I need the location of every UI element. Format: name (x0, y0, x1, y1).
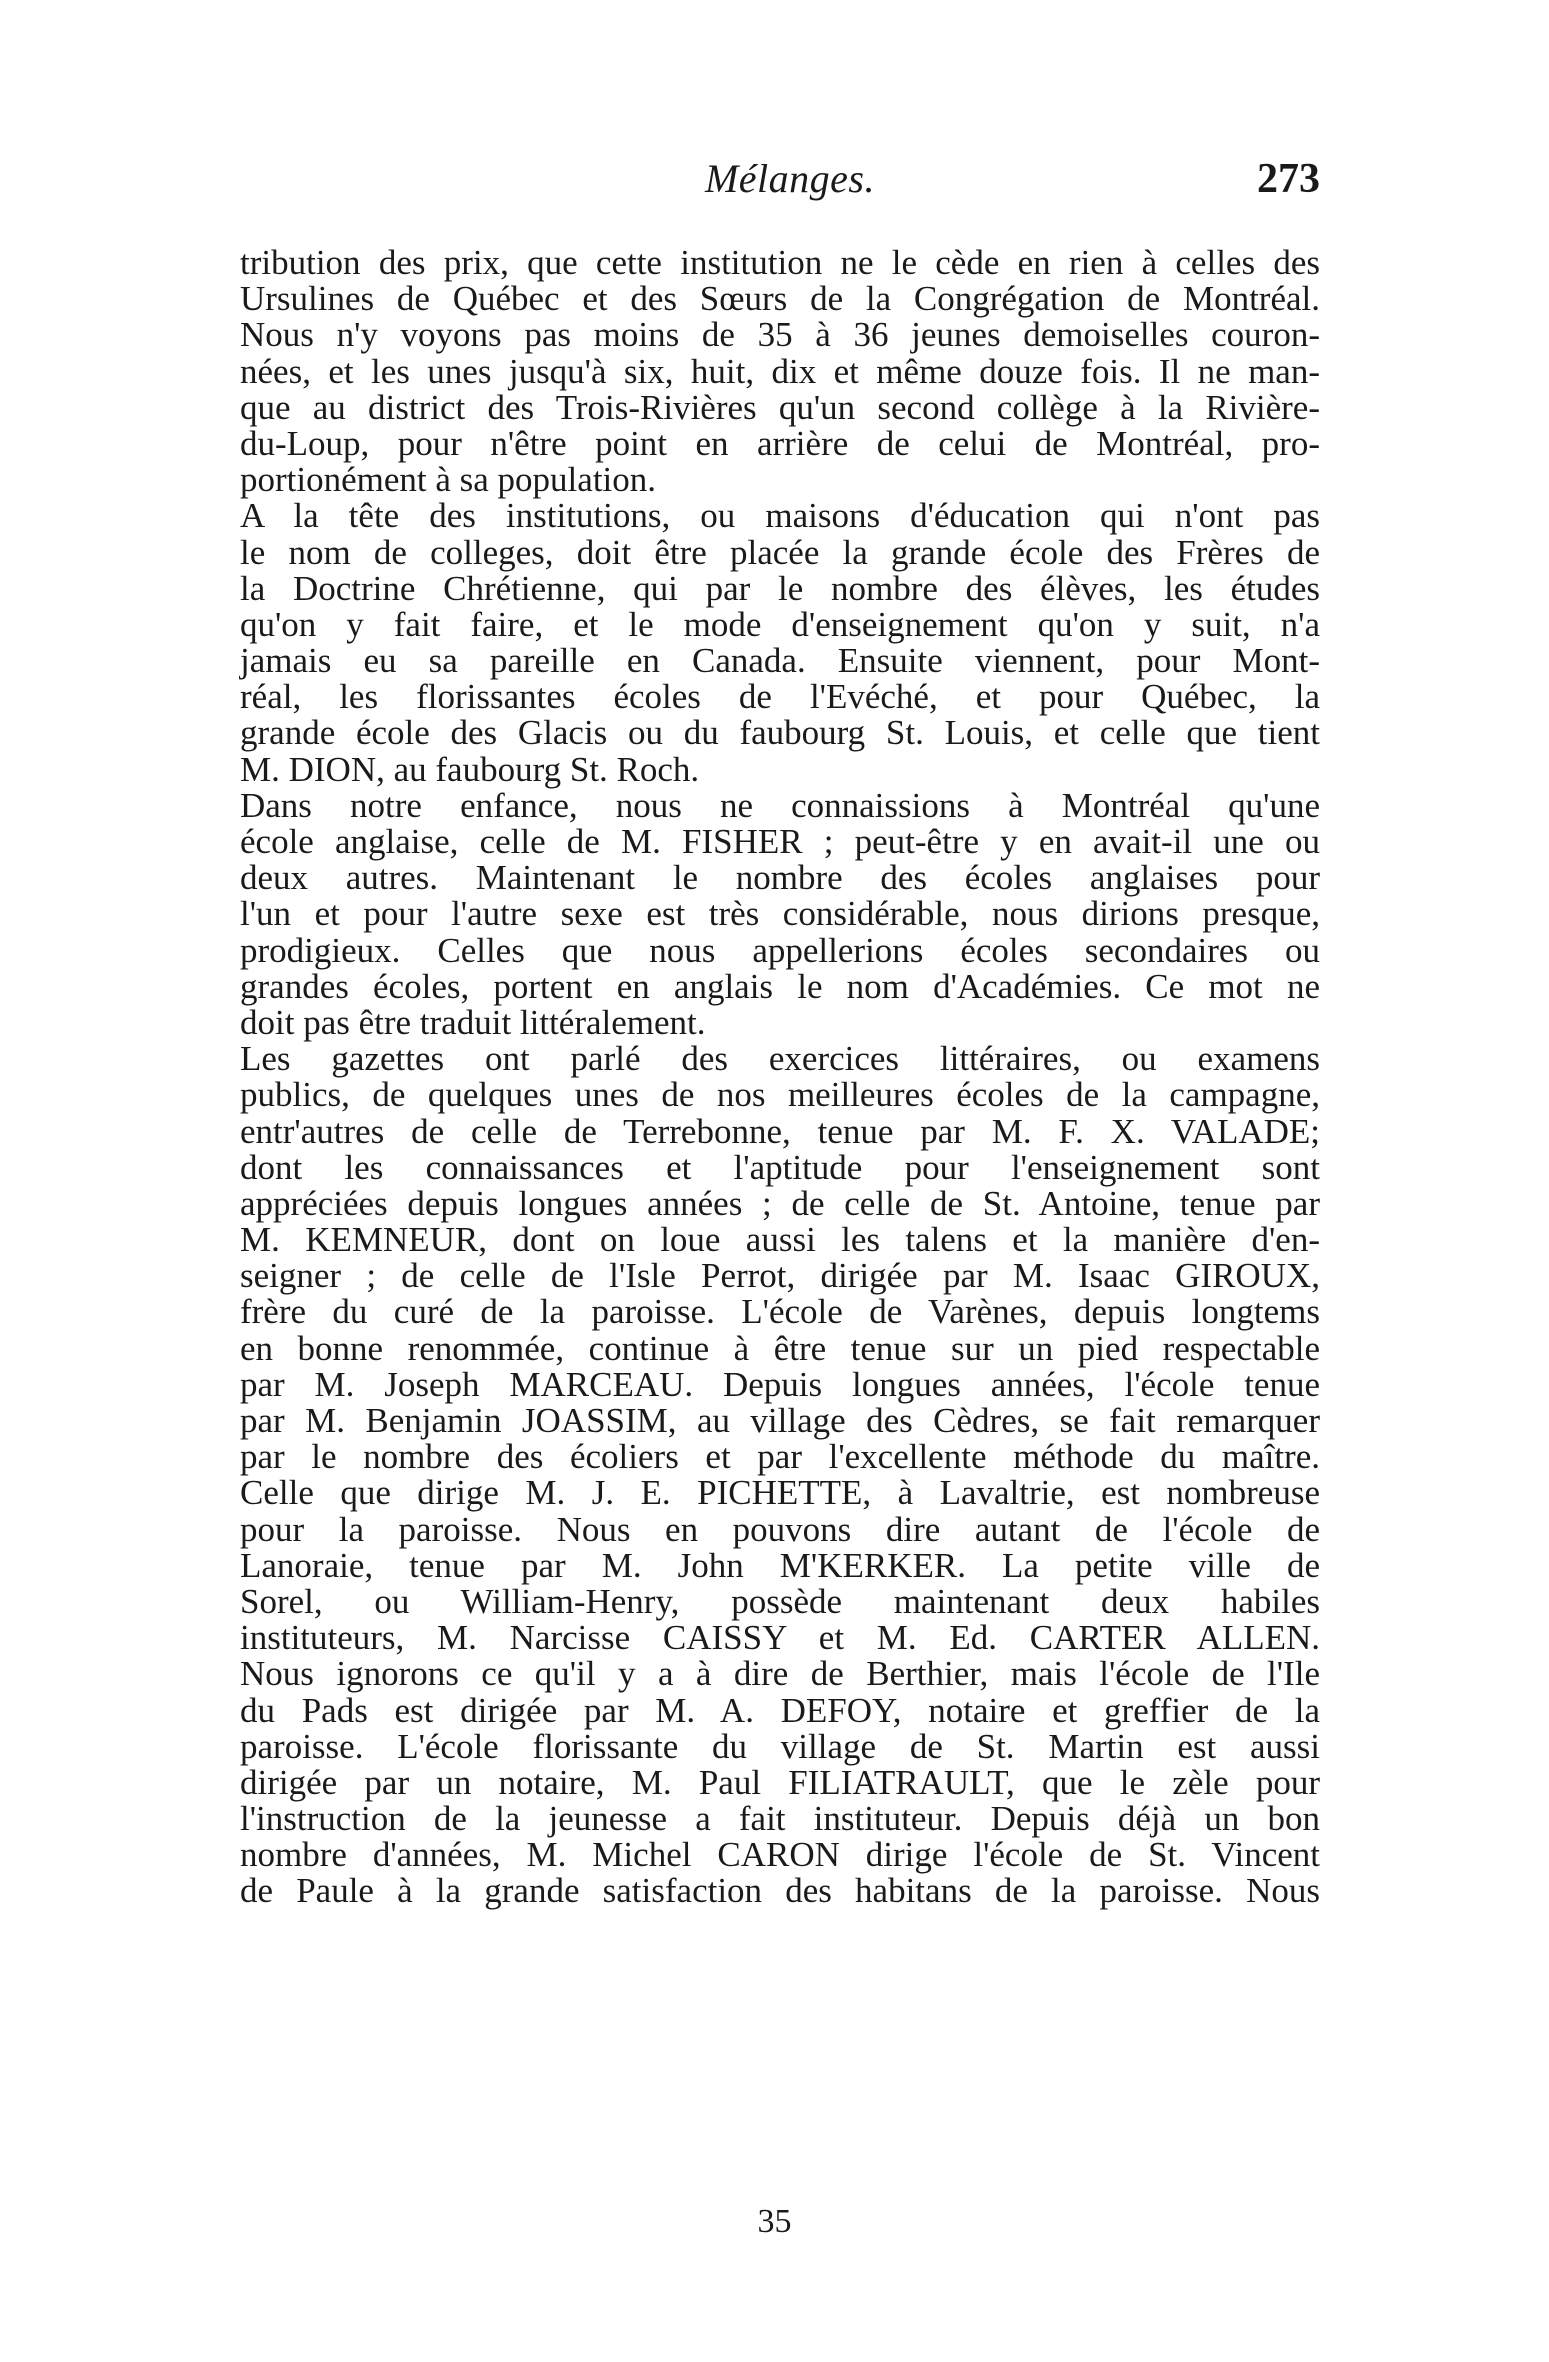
text-line: Dans notre enfance, nous ne connaissions à Montréal qu'une (240, 785, 1320, 825)
text-line: M. DION, au faubourg St. Roch. (240, 749, 700, 789)
text-line: du-Loup, pour n'être point en arrière de celui de Montréal, pro- (240, 423, 1320, 463)
text-line: qu'on y fait faire, et le mode d'enseignement qu'on y suit, n'a (240, 604, 1320, 644)
text-line: en bonne renommée, continue à être tenue sur un pied respectable (240, 1328, 1320, 1368)
text-line: la Doctrine Chrétienne, qui par le nombre des élèves, les études (240, 568, 1320, 608)
text-line: Nous ignorons ce qu'il y a à dire de Berthier, mais l'école de l'Ile (240, 1654, 1320, 1694)
text-line: par le nombre des écoliers et par l'excellente méthode du maître. (240, 1437, 1320, 1477)
text-line: que au district des Trois-Rivières qu'un second collège à la Rivière- (240, 387, 1320, 427)
text-line: seigner ; de celle de l'Isle Perrot, dirigée par M. Isaac GIROUX, (240, 1256, 1320, 1296)
text-line: M. KEMNEUR, dont on loue aussi les talens et la manière d'en- (240, 1220, 1320, 1260)
text-line: Sorel, ou William-Henry, possède maintenant deux habiles (240, 1581, 1320, 1621)
page-number: 273 (1257, 156, 1320, 202)
text-line: instituteurs, M. Narcisse CAISSY et M. Ed. CARTER ALLEN. (240, 1618, 1320, 1658)
text-line: prodigieux. Celles que nous appellerions écoles secondaires ou (240, 930, 1320, 970)
text-line: Les gazettes ont parlé des exercices littéraires, ou examens (240, 1039, 1320, 1079)
text-line: par M. Joseph MARCEAU. Depuis longues années, l'école tenue (240, 1364, 1320, 1404)
text-line: nombre d'années, M. Michel CARON dirige l'école de St. Vincent (240, 1835, 1320, 1875)
running-head (240, 155, 1340, 215)
text-line: école anglaise, celle de M. FISHER ; peut-être y en avait-il une ou (240, 822, 1320, 861)
text-line: jamais eu sa pareille en Canada. Ensuite viennent, pour Mont- (240, 641, 1320, 681)
text-line: pour la paroisse. Nous en pouvons dire autant de l'école de (240, 1509, 1320, 1549)
text-line: A la tête des institutions, ou maisons d'éducation qui n'ont pas (240, 496, 1320, 536)
text-line: portionément à sa population. (240, 460, 657, 500)
text-line: dirigée par un notaire, M. Paul FILIATRAULT, que le zèle pour (240, 1762, 1320, 1802)
text-line: l'un et pour l'autre sexe est très considérable, nous dirions presque, (240, 894, 1320, 934)
body-text (240, 245, 1320, 1910)
text-line: de Paule à la grande satisfaction des habitans de la paroisse. Nous (240, 1871, 1320, 1911)
text-line: le nom de colleges, doit être placée la grande école des Frères de (240, 532, 1320, 572)
text-line: Nous n'y voyons pas moins de 35 à 36 jeunes demoiselles couron- (240, 315, 1320, 355)
signature-mark: 35 (757, 2203, 792, 2240)
running-title: Mélanges. (704, 156, 875, 201)
text-line: Celle que dirige M. J. E. PICHETTE, à Lavaltrie, est nombreuse (240, 1473, 1320, 1513)
text-line: Ursulines de Québec et des Sœurs de la Congrégation de Montréal. (240, 279, 1320, 319)
text-line: tribution des prix, que cette institution ne le cède en rien à celles des (240, 243, 1320, 282)
text-line: grandes écoles, portent en anglais le nom d'Académies. Ce mot ne (240, 966, 1320, 1006)
text-line: appréciées depuis longues années ; de celle de St. Antoine, tenue par (240, 1183, 1320, 1223)
text-line: publics, de quelques unes de nos meilleures écoles de la campagne, (240, 1075, 1320, 1115)
text-line: par M. Benjamin JOASSIM, au village des Cèdres, se fait remarquer (240, 1401, 1320, 1440)
text-line: entr'autres de celle de Terrebonne, tenue par M. F. X. VALADE; (240, 1111, 1320, 1151)
text-line: réal, les florissantes écoles de l'Evéché, et pour Québec, la (240, 677, 1320, 717)
text-line: paroisse. L'école florissante du village de St. Martin est aussi (240, 1726, 1320, 1766)
text-line: du Pads est dirigée par M. A. DEFOY, notaire et greffier de la (240, 1690, 1320, 1730)
text-line: Lanoraie, tenue par M. John M'KERKER. La petite ville de (240, 1545, 1320, 1585)
text-line: nées, et les unes jusqu'à six, huit, dix et même douze fois. Il ne man- (240, 351, 1320, 391)
text-line: grande école des Glacis ou du faubourg St. Louis, et celle que tient (240, 713, 1320, 753)
text-line: doit pas être traduit littéralement. (240, 1002, 706, 1042)
text-line: l'instruction de la jeunesse a fait instituteur. Depuis déjà un bon (240, 1799, 1320, 1839)
text-line: deux autres. Maintenant le nombre des écoles anglaises pour (240, 858, 1320, 898)
text-line: dont les connaissances et l'aptitude pour l'enseignement sont (240, 1147, 1320, 1187)
text-line: frère du curé de la paroisse. L'école de Varènes, depuis longtems (240, 1292, 1320, 1332)
